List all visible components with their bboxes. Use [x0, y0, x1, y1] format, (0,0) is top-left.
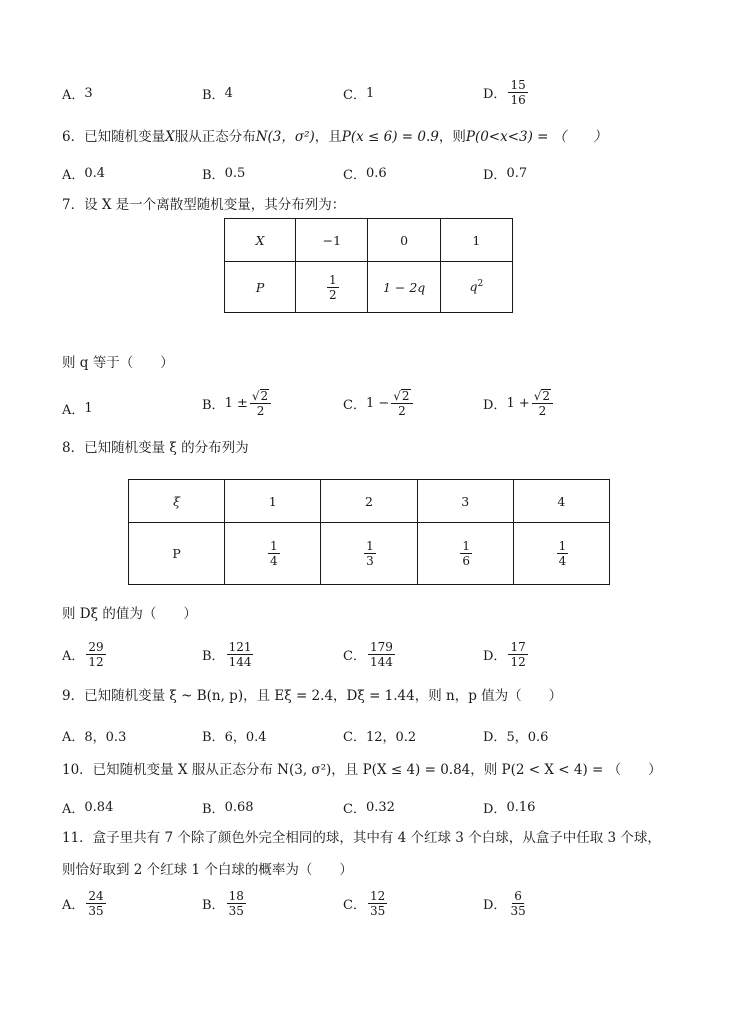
sqrt-sign: √ 2: [533, 389, 551, 403]
fraction: $\frac{121}{144}$: [228, 640, 252, 669]
q7-option-a: A． 1: [62, 401, 93, 418]
q10-option-c: C． 0.32: [343, 800, 395, 817]
fraction: $\frac{179}{144}$: [369, 640, 393, 669]
q5-option-d: D． $\frac{15}{16}$: [483, 78, 526, 107]
q7-option-d: D． 1 + √ 2 2: [483, 389, 553, 418]
sqrt-sign: √ 2: [251, 389, 269, 403]
q5-option-b: B． 4: [202, 86, 233, 103]
q7-stem: 7．设 X 是一个离散型随机变量，其分布列为：: [62, 197, 346, 213]
fraction: $\frac{1}{3}$: [366, 539, 374, 568]
fraction: √ 2 2: [250, 389, 271, 418]
q8-distribution-table: ξ 1 2 3 4 P $\frac{1}{4}$ $\frac{1}{3}$ $\frac{1}{6}$ $\frac{1}{4}$: [128, 479, 610, 585]
q8-stem: 8．已知随机变量 ξ 的分布列为: [62, 440, 249, 456]
q8-option-b: B． $\frac{121}{144}$: [202, 640, 252, 669]
q11-stem-line1: 11．盒子里共有 7 个除了颜色外完全相同的球，其中有 4 个红球 3 个白球，从盒子中任取 3 个球，: [62, 830, 661, 846]
q7-option-c: C． 1 − √ 2 2: [343, 389, 413, 418]
q7-question: 则 q 等于（ ）: [62, 355, 174, 371]
q10-option-d: D． 0.16: [483, 800, 536, 817]
fraction: $\frac{24}{35}$: [88, 889, 104, 918]
fraction: $\frac{12}{35}$: [369, 889, 386, 918]
fraction: $\frac{1}{6}$: [462, 539, 470, 568]
q9-stem: 9．已知随机变量 ξ ~ B(n, p)，且 Eξ = 2.4，Dξ = 1.44，则 n，p 值为（ ）: [62, 688, 563, 704]
fraction: $\frac{1}{4}$: [269, 539, 278, 568]
q8-option-c: C． $\frac{179}{144}$: [343, 640, 393, 669]
q11-stem-line2: 则恰好取到 2 个红球 1 个白球的概率为（ ）: [62, 862, 353, 878]
fraction: $\frac{17}{12}$: [510, 640, 526, 669]
q8-option-d: D． $\frac{17}{12}$: [483, 640, 526, 669]
q6-stem: 6．已知随机变量X服从正态分布N(3，σ²)，且P(x ≤ 6) = 0.9，则P(0<x<3) = （ ）: [62, 129, 607, 145]
fraction: √ 2 2: [391, 389, 412, 418]
fraction: $\frac{18}{35}$: [228, 889, 244, 918]
q11-option-a: A． $\frac{24}{35}$: [62, 889, 104, 918]
q11-option-d: D． $\frac{6}{35}$: [483, 889, 526, 918]
q6-option-d: D． 0.7: [483, 166, 528, 183]
q6-option-c: C． 0.6: [343, 166, 387, 183]
q7-distribution-table: X −1 0 1 P $\frac{1}{2}$ 1 − 2q $q^2$: [224, 218, 513, 313]
q5-option-a: A． 3: [62, 86, 93, 103]
q8-question: 则 Dξ 的值为（ ）: [62, 606, 197, 622]
fraction: $\frac{6}{35}$: [510, 889, 526, 918]
q8-option-a: A． $\frac{29}{12}$: [62, 640, 104, 669]
q6-option-a: A． 0.4: [62, 166, 106, 183]
fraction: $\frac{1}{4}$: [558, 539, 567, 568]
q9-option-c: C． 12，0.2: [343, 730, 417, 745]
q10-option-b: B． 0.68: [202, 800, 254, 817]
fraction: √ 2 2: [532, 389, 553, 418]
q10-stem: 10．已知随机变量 X 服从正态分布 N(3, σ²)，且 P(X ≤ 4) = 0.84，则 P(2 < X < 4) = （ ）: [62, 762, 662, 778]
fraction: $\frac{15}{16}$: [510, 78, 526, 107]
q7-option-b: B． 1 ± √ 2 2: [202, 389, 271, 418]
q9-option-d: D． 5，0.6: [483, 730, 549, 745]
sqrt-sign: √ 2: [393, 389, 410, 403]
q11-option-b: B． $\frac{18}{35}$: [202, 889, 244, 918]
q11-option-c: C． $\frac{12}{35}$: [343, 889, 386, 918]
q5-option-c: C． 1: [343, 86, 375, 103]
fraction: $\frac{29}{12}$: [88, 640, 104, 669]
q9-option-b: B． 6，0.4: [202, 730, 267, 745]
q9-option-a: A． 8，0.3: [62, 730, 127, 745]
q6-option-b: B． 0.5: [202, 166, 246, 183]
q10-option-a: A． 0.84: [62, 800, 114, 817]
fraction: $\frac{1}{2}$: [329, 272, 337, 302]
